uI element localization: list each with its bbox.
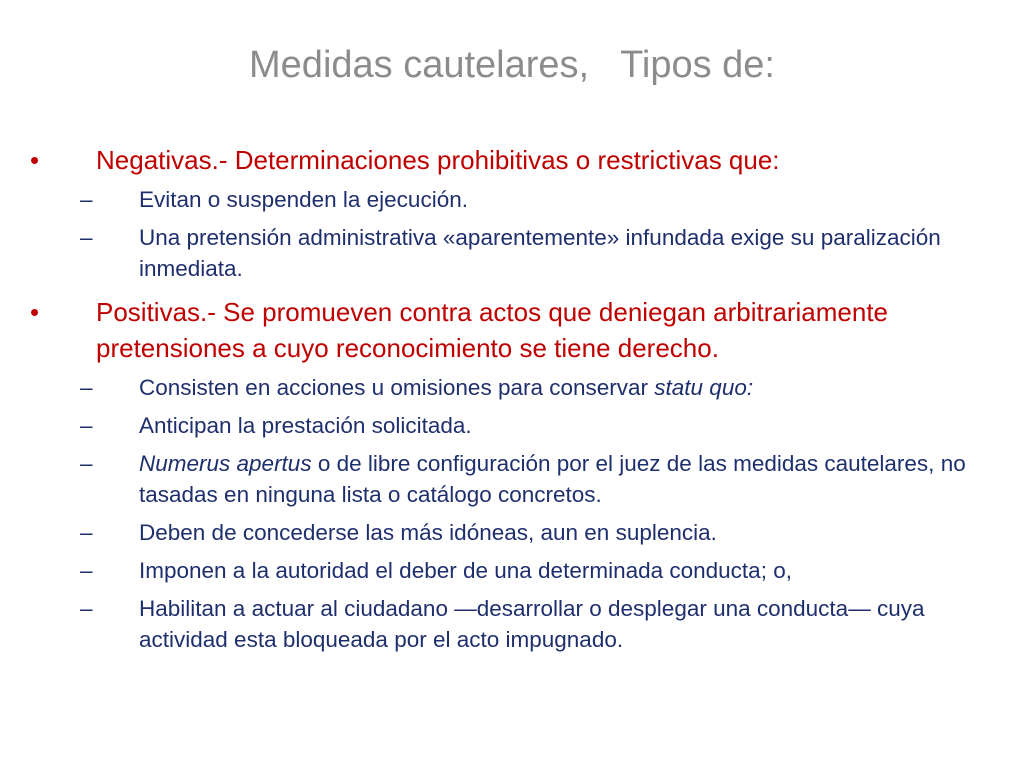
bullet-mark: • bbox=[30, 145, 40, 175]
positivas-item-3-text: o de libre configuración por el juez de las medidas cautelares, no tasadas en ninguna lista o catálogo concretos. bbox=[139, 451, 966, 507]
positivas-item-1-italic: statu quo: bbox=[654, 375, 754, 400]
sub-item bbox=[0, 184, 1024, 215]
positivas-item-4: Deben de concederse las más idóneas, aun en suplencia. bbox=[139, 520, 717, 545]
dash-mark: – bbox=[80, 520, 93, 545]
positivas-item-1-text: Consisten en acciones u omisiones para conservar bbox=[139, 375, 655, 400]
bullet-mark: • bbox=[30, 297, 40, 327]
sub-item bbox=[0, 593, 1024, 655]
positivas-item-5: Imponen a la autoridad el deber de una determinada conducta; o, bbox=[139, 558, 792, 583]
positivas-item-2: Anticipan la prestación solicitada. bbox=[139, 413, 472, 438]
sub-item bbox=[0, 372, 1024, 403]
dash-mark: – bbox=[80, 225, 93, 250]
sub-item bbox=[0, 448, 1024, 510]
dash-mark: – bbox=[80, 558, 93, 583]
dash-mark: – bbox=[80, 413, 93, 438]
sub-item bbox=[0, 222, 1024, 284]
bullet-positivas bbox=[0, 294, 1024, 366]
negativas-item-2: Una pretensión administrativa «aparentemente» infundada exige su paralización inmediata. bbox=[139, 225, 941, 281]
slide-title: Medidas cautelares, Tipos de: bbox=[249, 44, 775, 86]
sub-item bbox=[0, 410, 1024, 441]
sub-item bbox=[0, 555, 1024, 586]
dash-mark: – bbox=[80, 596, 93, 621]
sub-item bbox=[0, 517, 1024, 548]
positivas-item-3-italic: Numerus apertus bbox=[139, 451, 312, 476]
dash-mark: – bbox=[80, 375, 93, 400]
dash-mark: – bbox=[80, 451, 93, 476]
dash-mark: – bbox=[80, 187, 93, 212]
negativas-heading: Negativas.- Determinaciones prohibitivas o restrictivas que: bbox=[96, 145, 780, 175]
positivas-heading: Positivas.- Se promueven contra actos que deniegan arbitrariamente pretensiones a cuyo reconocimiento se tiene derecho. bbox=[96, 297, 888, 363]
positivas-item-6: Habilitan a actuar al ciudadano —desarrollar o desplegar una conducta— cuya actividad esta bloqueada por el acto impugnado. bbox=[139, 596, 925, 652]
negativas-item-1: Evitan o suspenden la ejecución. bbox=[139, 187, 468, 212]
bullet-negativas bbox=[0, 142, 1024, 178]
slide-content bbox=[0, 142, 1024, 662]
